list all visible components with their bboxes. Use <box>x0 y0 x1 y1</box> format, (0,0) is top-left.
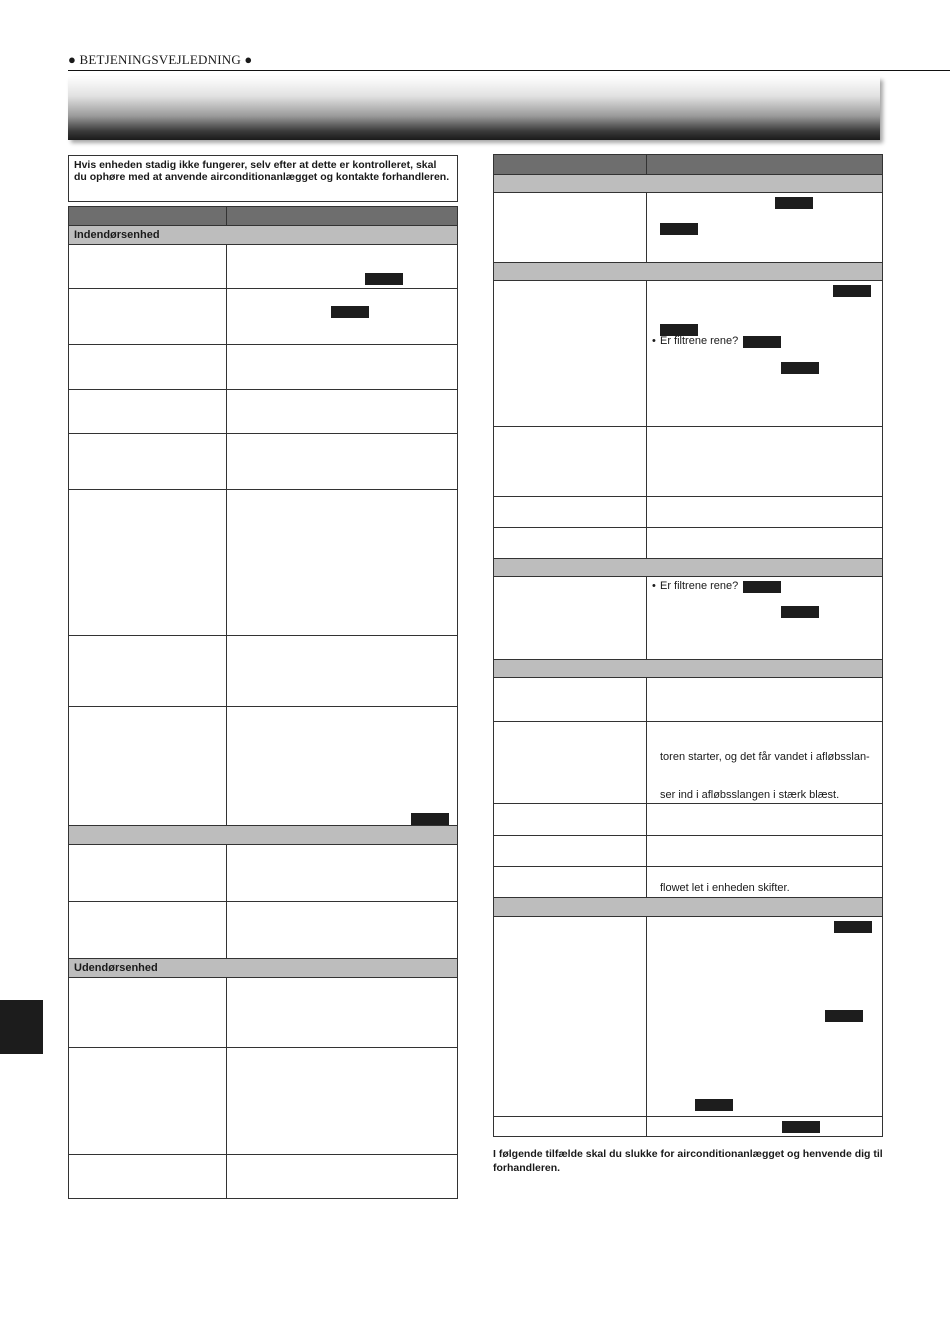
section-row <box>494 897 882 916</box>
reference-page-box <box>660 223 698 235</box>
section-label-outdoor: Udendørsenhed <box>74 962 158 974</box>
reference-page-box <box>743 581 781 593</box>
table-row <box>69 1154 457 1199</box>
table-row <box>69 706 457 825</box>
table-row <box>494 835 882 866</box>
table-row <box>69 901 457 958</box>
section-row <box>494 174 882 192</box>
section-row <box>494 659 882 677</box>
table-row <box>69 433 457 489</box>
reference-page-box <box>833 285 871 297</box>
section-label-indoor: Indendørsenhed <box>74 229 160 241</box>
section-row-blank <box>69 825 457 844</box>
table-row <box>69 635 457 706</box>
left-troubleshooting-table <box>68 206 458 1199</box>
dealer-contact-note: I følgende tilfælde skal du slukke for airconditionanlægget og henvende dig til forhandleren. <box>493 1148 883 1174</box>
table-row <box>69 489 457 635</box>
reference-page-box <box>782 1121 820 1133</box>
header-rule <box>68 70 892 71</box>
table-row <box>69 344 457 389</box>
table-row <box>69 977 457 1047</box>
table-row <box>494 576 882 659</box>
manual-header-label: ● BETJENINGSVEJLEDNING ● <box>68 52 253 67</box>
reference-page-box <box>775 197 813 209</box>
table-row <box>69 389 457 433</box>
table-row <box>494 803 882 835</box>
table-row <box>494 496 882 527</box>
reference-page-box <box>365 273 403 285</box>
language-side-tab <box>0 1000 43 1054</box>
table-row <box>494 677 882 721</box>
reference-page-box <box>695 1099 733 1111</box>
filter-question: Er filtrene rene? <box>660 580 739 592</box>
reference-page-box <box>834 921 872 933</box>
bullet-marker: • <box>652 335 656 347</box>
table-row <box>69 244 457 288</box>
table-row <box>69 288 457 344</box>
header-rule-extension <box>892 70 950 71</box>
table-row <box>494 192 882 262</box>
table-row <box>494 280 882 426</box>
table-row <box>494 721 882 803</box>
table-header-row <box>494 154 882 174</box>
flow-text-line: flowet let i enheden skifter. <box>660 882 790 894</box>
reference-page-box <box>781 362 819 374</box>
table-row <box>494 916 882 1116</box>
right-troubleshooting-table <box>493 154 883 1137</box>
reference-page-box <box>825 1010 863 1022</box>
section-row <box>494 558 882 576</box>
table-row <box>494 1116 882 1137</box>
table-row <box>69 1047 457 1154</box>
reference-page-box <box>781 606 819 618</box>
section-row-indoor <box>69 225 457 244</box>
table-row <box>69 844 457 901</box>
filter-question: Er filtrene rene? <box>660 335 739 347</box>
bullet-marker: • <box>652 580 656 592</box>
reference-page-box <box>411 813 449 825</box>
table-header-row <box>69 206 457 225</box>
drain-text-line: toren starter, og det får vandet i afløbsslan- <box>660 751 870 763</box>
drain-text-line: ser ind i afløbsslangen i stærk blæst. <box>660 789 840 801</box>
warning-note: Hvis enheden stadig ikke fungerer, selv efter at dette er kontrolleret, skal du ophøre med at anvende airconditionanlægget og kontakte forhandleren. <box>68 155 458 202</box>
table-row <box>494 866 882 897</box>
table-row <box>494 527 882 558</box>
table-row <box>494 426 882 496</box>
reference-page-box <box>331 306 369 318</box>
section-row-outdoor <box>69 958 457 977</box>
section-row <box>494 262 882 280</box>
reference-page-box <box>743 336 781 348</box>
title-banner <box>68 77 880 140</box>
